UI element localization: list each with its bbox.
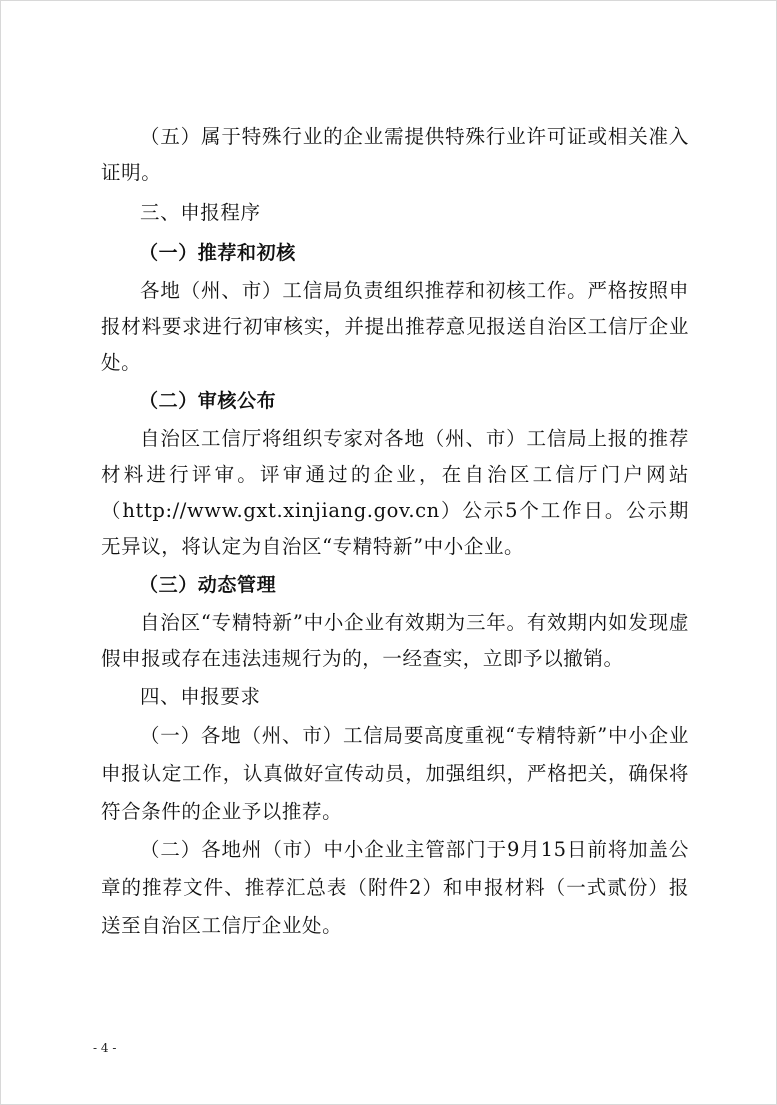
paragraph-requirement-2: （二）各地州（市）中小企业主管部门于9月15日前将加盖公章的推荐文件、推荐汇总表（附件2）和申报材料（一式贰份）报送至自治区工信厅企业处。 xyxy=(101,838,689,937)
paragraph-recommend: 各地（州、市）工信局负责组织推荐和初核工作。严格按照申报材料要求进行初审核实，并提出推荐意见报送自治区工信厅企业处。 xyxy=(101,279,689,374)
section-heading-procedure: 三、申报程序 xyxy=(140,201,261,224)
paragraph-review: 自治区工信厅将组织专家对各地（州、市）工信局上报的推荐材料进行评审。评审通过的企业，在自治区工信厅门户网站（http://www.gxt.xinjiang.gov.cn）公示5个工作日。公示期无异议，将认定为自治区“专精特新”中小企业。 xyxy=(101,427,689,558)
paragraph-special-industry: （五）属于特殊行业的企业需提供特殊行业许可证或相关准入证明。 xyxy=(101,125,689,184)
section-heading-requirements: 四、申报要求 xyxy=(140,685,261,708)
subheading-review: （二）审核公布 xyxy=(139,390,277,412)
subheading-dynamic-management: （三）动态管理 xyxy=(139,574,277,596)
document-body xyxy=(101,119,689,945)
paragraph-requirement-1: （一）各地（州、市）工信局要高度重视“专精特新”中小企业申报认定工作，认真做好宣传动员，加强组织，严格把关，确保将符合条件的企业予以推荐。 xyxy=(101,724,689,823)
paragraph-dynamic-management: 自治区“专精特新”中小企业有效期为三年。有效期内如发现虚假申报或存在违法违规行为的，一经查实，立即予以撤销。 xyxy=(101,611,689,670)
subheading-recommend: （一）推荐和初核 xyxy=(139,242,296,264)
page-number: - 4 - xyxy=(93,1041,117,1055)
